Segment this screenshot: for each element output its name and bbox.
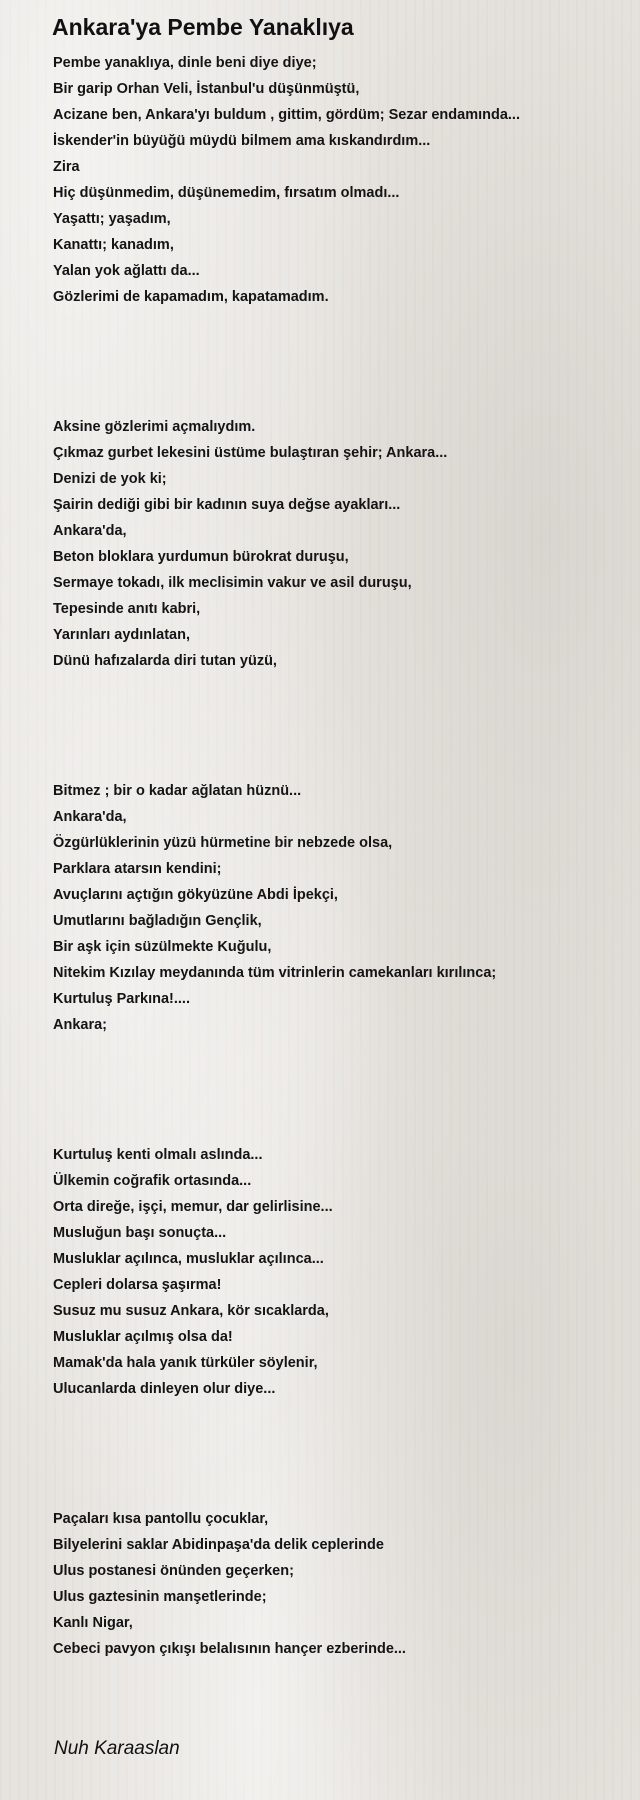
poem-line: Ülkemin coğrafik ortasında... xyxy=(53,1173,252,1189)
poem-line: Zira xyxy=(53,159,80,175)
poem-line: Orta direğe, işçi, memur, dar gelirlisine... xyxy=(53,1199,333,1215)
poem-line: Yaşattı; yaşadım, xyxy=(53,211,171,227)
poem-line: Musluğun başı sonuçta... xyxy=(53,1225,227,1241)
poem-line: Bitmez ; bir o kadar ağlatan hüznü... xyxy=(53,783,302,799)
poem-line: Susuz mu susuz Ankara, kör sıcaklarda, xyxy=(53,1303,329,1319)
poem-line: Çıkmaz gurbet lekesini üstüme bulaştıran şehir; Ankara... xyxy=(53,445,448,461)
poem-line: İskender'in büyüğü müydü bilmem ama kıskandırdım... xyxy=(53,133,431,149)
poem-line: Ankara'da, xyxy=(53,809,127,825)
poem-line: Nitekim Kızılay meydanında tüm vitrinlerin camekanları kırılınca; xyxy=(53,965,497,981)
poem-line: Gözlerimi de kapamadım, kapatamadım. xyxy=(53,289,329,305)
poem-line: Özgürlüklerinin yüzü hürmetine bir nebzede olsa, xyxy=(53,835,393,851)
poem-line: Umutlarını bağladığın Gençlik, xyxy=(53,913,262,929)
poem-line: Ulus postanesi önünden geçerken; xyxy=(53,1563,294,1579)
poem-line: Paçaları kısa pantollu çocuklar, xyxy=(53,1511,269,1527)
poem-line: Mamak'da hala yanık türküler söylenir, xyxy=(53,1355,318,1371)
poem-line: Hiç düşünmedim, düşünemedim, fırsatım olmadı... xyxy=(53,185,400,201)
stanza-4 xyxy=(53,1142,633,1402)
poem-line: Kurtuluş Parkına!.... xyxy=(53,991,190,1007)
poem-line: Yarınları aydınlatan, xyxy=(53,627,190,643)
poem-line: Bir aşk için süzülmekte Kuğulu, xyxy=(53,939,272,955)
stanza-1 xyxy=(53,50,633,310)
poem-body xyxy=(53,50,633,1766)
poem-line: Bilyelerini saklar Abidinpaşa'da delik ceplerinde xyxy=(53,1537,384,1553)
poem-line: Denizi de yok ki; xyxy=(53,471,167,487)
stanza-2 xyxy=(53,414,633,674)
poem-line: Ulus gaztesinin manşetlerinde; xyxy=(53,1589,267,1605)
poem-line: Avuçlarını açtığın gökyüzüne Abdi İpekçi, xyxy=(53,887,338,903)
poem-line: Cepleri dolarsa şaşırma! xyxy=(53,1277,222,1293)
poem-line: Yalan yok ağlattı da... xyxy=(53,263,200,279)
poem-line: Musluklar açılınca, musluklar açılınca... xyxy=(53,1251,324,1267)
poem-line: Aksine gözlerimi açmalıydım. xyxy=(53,419,256,435)
poem-line: Bir garip Orhan Veli, İstanbul'u düşünmüştü, xyxy=(53,81,360,97)
poem-line: Kanattı; kanadım, xyxy=(53,237,174,253)
poem-author: Nuh Karaaslan xyxy=(54,1738,180,1759)
stanza-5 xyxy=(53,1506,633,1662)
poem-line: Musluklar açılmış olsa da! xyxy=(53,1329,233,1345)
poem-line: Ankara; xyxy=(53,1017,107,1033)
poem-line: Parklara atarsın kendini; xyxy=(53,861,222,877)
poem-line: Acizane ben, Ankara'yı buldum , gittim, gördüm; Sezar endamında... xyxy=(53,107,520,123)
poem-line: Ulucanlarda dinleyen olur diye... xyxy=(53,1381,276,1397)
poem-line: Kurtuluş kenti olmalı aslında... xyxy=(53,1147,263,1163)
poem-line: Dünü hafızalarda diri tutan yüzü, xyxy=(53,653,277,669)
stanza-3 xyxy=(53,778,633,1038)
poem-title: Ankara'ya Pembe Yanaklıya xyxy=(52,14,354,40)
poem-line: Cebeci pavyon çıkışı belalısının hançer ezberinde... xyxy=(53,1641,406,1657)
poem-line: Ankara'da, xyxy=(53,523,127,539)
poem-line: Şairin dediği gibi bir kadının suya değse ayakları... xyxy=(53,497,401,513)
poem-line: Kanlı Nigar, xyxy=(53,1615,133,1631)
poem-line: Sermaye tokadı, ilk meclisimin vakur ve asil duruşu, xyxy=(53,575,412,591)
poem-line: Pembe yanaklıya, dinle beni diye diye; xyxy=(53,55,317,71)
poem-line: Beton bloklara yurdumun bürokrat duruşu, xyxy=(53,549,349,565)
poem-line: Tepesinde anıtı kabri, xyxy=(53,601,201,617)
